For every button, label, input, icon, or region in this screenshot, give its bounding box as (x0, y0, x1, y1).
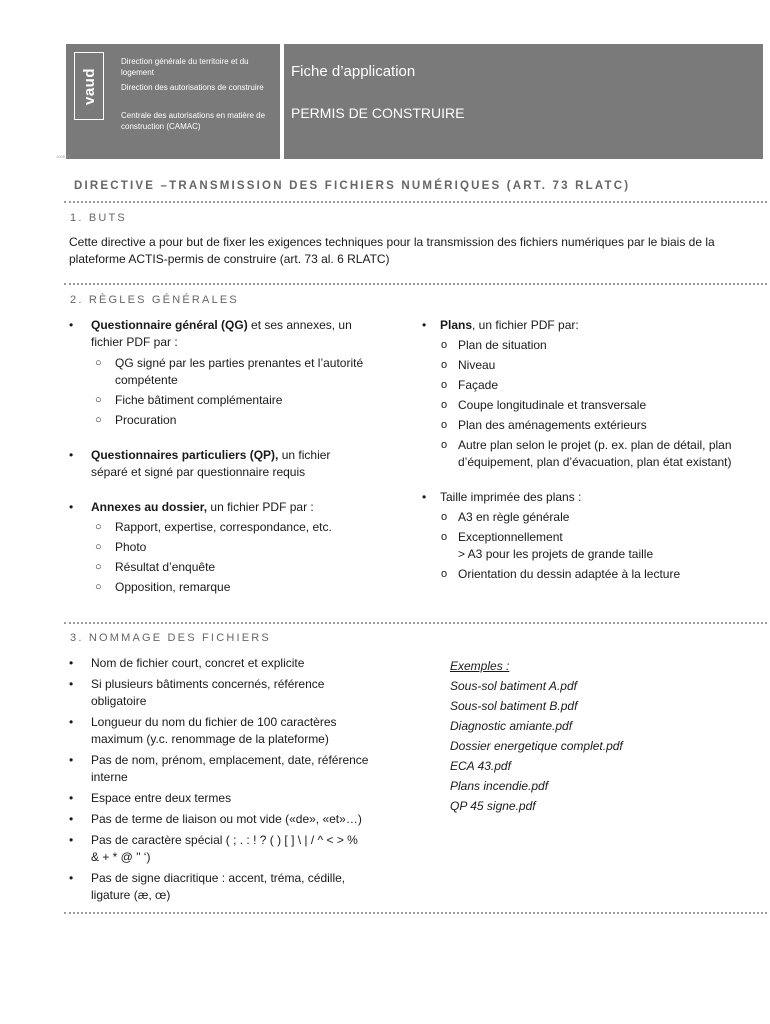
plans-bold: Plans (440, 318, 473, 332)
sub-item (441, 397, 742, 414)
list-item (69, 790, 369, 807)
sub-item (91, 579, 369, 596)
rules-left-column (69, 317, 369, 596)
circle-bullet-icon: o (441, 399, 448, 411)
qg-bold: Questionnaire général (QG) (91, 318, 248, 332)
qp-rest: un fichier séparé et signé par questionnaire requis (91, 448, 331, 479)
sub-item-text: Plan de situation (458, 338, 547, 352)
sub-item (441, 417, 742, 434)
sub-item (441, 357, 742, 374)
naming-rules-list (69, 655, 369, 908)
example-filename: Plans incendie.pdf (450, 779, 549, 793)
sub-item (441, 377, 742, 394)
sub-item-text: > A3 pour les projets de grande taille (458, 547, 654, 561)
taille-text: Taille imprimée des plans : (440, 490, 582, 504)
example-filename: Dossier energetique complet.pdf (450, 739, 623, 753)
list-item (69, 714, 369, 748)
sub-item (91, 519, 369, 536)
circle-bullet-icon: o (441, 339, 448, 351)
sub-item (91, 392, 369, 409)
plans-rest: , un fichier PDF par: (472, 318, 579, 332)
sub-item (441, 437, 742, 471)
sub-item-text: Plan des aménagements extérieurs (458, 418, 647, 432)
vaud-logo (74, 52, 104, 120)
dept-line-1: Direction générale du territoire et du logement (121, 57, 249, 77)
divider (64, 201, 767, 203)
circle-bullet-icon: ○ (95, 394, 102, 406)
sub-item-text: Rapport, expertise, correspondance, etc. (115, 520, 332, 534)
bullet-icon: • (69, 791, 74, 805)
list-item (69, 655, 369, 672)
sub-item-text: Façade (458, 378, 499, 392)
circle-bullet-icon: ○ (95, 521, 102, 533)
header-right-panel (284, 44, 763, 159)
bullet-icon: • (69, 656, 74, 670)
list-item-text: Si plusieurs bâtiments concernés, référence obligatoire (91, 677, 325, 708)
list-item-text: Pas de terme de liaison ou mot vide («de», «et»…) (91, 812, 362, 826)
list-item-text: Espace entre deux termes (91, 791, 232, 805)
bullet-icon: • (69, 715, 74, 729)
example-filename: QP 45 signe.pdf (450, 799, 536, 813)
list-item-annexes (69, 499, 369, 596)
list-item-plans (422, 317, 742, 334)
list-item (69, 832, 369, 866)
tiny-ref: 1005 07 (56, 154, 71, 159)
circle-bullet-icon: ○ (95, 414, 102, 426)
section-1-text: Cette directive a pour but de fixer les exigences techniques pour la transmission des fichiers numériques par le biais de la plateforme ACTIS-permis de construire (art. 73 al. 6 RLATC) (69, 235, 715, 266)
fiche-title: Fiche d’application (291, 63, 416, 80)
bullet-icon: • (69, 448, 74, 462)
list-item-text: Pas de nom, prénom, emplacement, date, référence interne (91, 753, 369, 784)
sub-item-text: Exceptionnellement (458, 530, 563, 544)
sub-item-text: A3 en règle générale (458, 510, 570, 524)
rules-right-column (422, 317, 742, 583)
plans-sublist (441, 337, 742, 471)
permis-title: PERMIS DE CONSTRUIRE (291, 105, 465, 121)
header-left-panel (66, 44, 280, 159)
list-item (69, 676, 369, 710)
example-filename: Sous-sol batiment A.pdf (450, 679, 577, 693)
bullet-icon: • (422, 490, 427, 504)
circle-bullet-icon: o (441, 531, 448, 543)
dept-line-3: Centrale des autorisations en matière de construction (CAMAC) (121, 111, 266, 131)
circle-bullet-icon: ○ (95, 541, 102, 553)
sub-item-text: Fiche bâtiment complémentaire (115, 393, 283, 407)
circle-bullet-icon: o (441, 419, 448, 431)
circle-bullet-icon: o (441, 359, 448, 371)
sub-item (91, 539, 369, 556)
section-1-heading: 1. BUTS (70, 212, 127, 224)
list-item-qg (69, 317, 369, 429)
example-filename: Diagnostic amiante.pdf (450, 719, 573, 733)
sub-item-text: Coupe longitudinale et transversale (458, 398, 647, 412)
list-item-text: Longueur du nom du fichier de 100 caractères maximum (y.c. renommage de la plateforme) (91, 715, 337, 746)
bullet-icon: • (69, 500, 74, 514)
example-filename: Sous-sol batiment B.pdf (450, 699, 578, 713)
sub-item (441, 566, 742, 583)
list-item-taille (422, 489, 742, 506)
dept-line-2: Direction des autorisations de construire (121, 83, 264, 92)
taille-sublist (441, 509, 742, 583)
sub-item (91, 559, 369, 576)
bullet-icon: • (69, 833, 74, 847)
list-item-text: Nom de fichier court, concret et explicite (91, 656, 305, 670)
qp-bold: Questionnaires particuliers (QP), (91, 448, 279, 462)
sub-item (441, 529, 742, 563)
logo-text: vaud (80, 67, 98, 105)
circle-bullet-icon: ○ (95, 581, 102, 593)
divider (64, 912, 767, 914)
divider (64, 622, 767, 624)
list-item-text: Pas de caractère spécial ( ; . : ! ? ( ) [ ] \ | / ^ < > % & + * @ " ‘) (91, 833, 358, 864)
sub-item-text: Orientation du dessin adaptée à la lecture (458, 567, 681, 581)
bullet-icon: • (69, 753, 74, 767)
bullet-icon: • (69, 318, 74, 332)
list-item (69, 811, 369, 828)
circle-bullet-icon: o (441, 568, 448, 580)
circle-bullet-icon: ○ (95, 561, 102, 573)
list-item (69, 752, 369, 786)
sub-item-text: Niveau (458, 358, 496, 372)
bullet-icon: • (69, 871, 74, 885)
sub-item-text: Opposition, remarque (115, 580, 231, 594)
divider (64, 283, 767, 285)
annexes-rest: un fichier PDF par : (207, 500, 314, 514)
sub-item-text: QG signé par les parties prenantes et l’autorité compétente (115, 356, 364, 387)
list-item-qp (69, 447, 369, 481)
section-3-heading: 3. NOMMAGE DES FICHIERS (70, 632, 271, 644)
sub-item-text: Photo (115, 540, 147, 554)
sub-item (91, 355, 369, 389)
list-item-text: Pas de signe diacritique : accent, tréma, cédille, ligature (æ, œ) (91, 871, 346, 902)
sub-item (91, 412, 369, 429)
sub-item-text: Autre plan selon le projet (p. ex. plan de détail, plan d’équipement, plan d’évacuation, plan état existant) (458, 438, 732, 469)
examples-title: Exemples : (450, 659, 510, 673)
circle-bullet-icon: o (441, 511, 448, 523)
bullet-icon: • (422, 318, 427, 332)
annexes-bold: Annexes au dossier, (91, 500, 208, 514)
circle-bullet-icon: ○ (95, 357, 102, 369)
list-item (69, 870, 369, 904)
qg-rest: et ses annexes, un fichier PDF par : (91, 318, 352, 349)
sub-item-text: Procuration (115, 413, 177, 427)
section-2-heading: 2. RÈGLES GÉNÉRALES (70, 294, 239, 306)
bullet-icon: • (69, 677, 74, 691)
circle-bullet-icon: o (441, 439, 448, 451)
example-filename: ECA 43.pdf (450, 759, 511, 773)
circle-bullet-icon: o (441, 379, 448, 391)
sub-item (441, 337, 742, 354)
document-title: DIRECTIVE –TRANSMISSION DES FICHIERS NUMÉRIQUES (ART. 73 RLATC) (74, 180, 631, 192)
sub-item-text: Résultat d’enquête (115, 560, 216, 574)
examples-block (450, 656, 623, 816)
bullet-icon: • (69, 812, 74, 826)
sub-item (441, 509, 742, 526)
